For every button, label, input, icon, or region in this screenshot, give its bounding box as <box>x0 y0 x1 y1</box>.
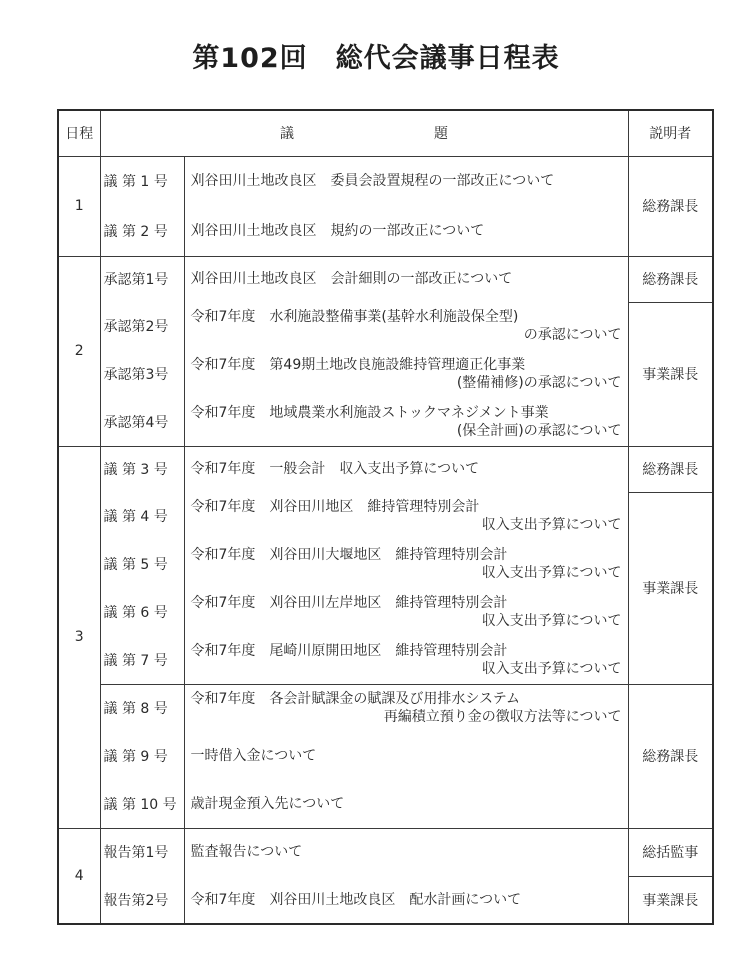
table-row <box>58 876 713 924</box>
item-number: 議 第 2 号 <box>100 206 184 256</box>
item-title: 令和7年度 各会計賦課金の賦課及び用排水システム 再編積立預り金の徴収方法等について <box>184 684 628 732</box>
item-title: 刈谷田川土地改良区 会計細則の一部改正について <box>184 256 628 302</box>
header-title-b: 題 <box>434 126 448 143</box>
item-number: 議 第 6 号 <box>100 588 184 636</box>
explainer-cell: 総括監事 <box>628 828 713 876</box>
item-number: 議 第 9 号 <box>100 732 184 780</box>
table-row <box>58 398 713 446</box>
item-title: 監査報告について <box>184 828 628 876</box>
explainer-cell: 総務課長 <box>628 156 713 256</box>
item-title: 令和7年度 刈谷田川大堰地区 維持管理特別会計 収入支出予算について <box>184 540 628 588</box>
item-title: 令和7年度 尾崎川原開田地区 維持管理特別会計 収入支出予算について <box>184 636 628 684</box>
item-number: 承認第3号 <box>100 350 184 398</box>
item-number: 議 第 4 号 <box>100 492 184 540</box>
table-row <box>58 636 713 684</box>
item-number: 議 第 3 号 <box>100 446 184 492</box>
header-title-a: 議 <box>280 126 294 143</box>
table-header-row <box>58 110 713 156</box>
table-row <box>58 256 713 302</box>
item-title: 令和7年度 一般会計 収入支出予算について <box>184 446 628 492</box>
item-title: 令和7年度 刈谷田川地区 維持管理特別会計 収入支出予算について <box>184 492 628 540</box>
table-row <box>58 732 713 780</box>
item-title: 令和7年度 地域農業水利施設ストックマネジメント事業 (保全計画)の承認について <box>184 398 628 446</box>
table-row <box>58 684 713 732</box>
table-row <box>58 302 713 350</box>
day-cell-4: 4 <box>58 828 100 924</box>
item-number: 承認第4号 <box>100 398 184 446</box>
item-title: 刈谷田川土地改良区 委員会設置規程の一部改正について <box>184 156 628 206</box>
item-number: 報告第1号 <box>100 828 184 876</box>
page-title: 第102回 総代会議事日程表 <box>192 43 560 74</box>
item-title: 令和7年度 刈谷田川左岸地区 維持管理特別会計 収入支出予算について <box>184 588 628 636</box>
table-row <box>58 156 713 206</box>
explainer-cell: 総務課長 <box>628 684 713 828</box>
item-number: 議 第 1 号 <box>100 156 184 206</box>
item-title: 令和7年度 水利施設整備事業(基幹水利施設保全型) の承認について <box>184 302 628 350</box>
explainer-cell: 事業課長 <box>628 876 713 924</box>
explainer-cell: 事業課長 <box>628 302 713 446</box>
explainer-cell: 事業課長 <box>628 492 713 684</box>
day-cell-2: 2 <box>58 256 100 446</box>
item-number: 報告第2号 <box>100 876 184 924</box>
table-row <box>58 206 713 256</box>
header-day: 日程 <box>58 110 100 156</box>
item-number: 議 第 8 号 <box>100 684 184 732</box>
item-title: 歳計現金預入先について <box>184 780 628 828</box>
table-row <box>58 828 713 876</box>
explainer-cell: 総務課長 <box>628 446 713 492</box>
table-row <box>58 492 713 540</box>
table-row <box>58 446 713 492</box>
table-row <box>58 350 713 398</box>
item-title: 令和7年度 第49期土地改良施設維持管理適正化事業 (整備補修)の承認について <box>184 350 628 398</box>
header-title <box>100 110 628 156</box>
item-number: 承認第1号 <box>100 256 184 302</box>
item-title: 刈谷田川土地改良区 規約の一部改正について <box>184 206 628 256</box>
item-title: 一時借入金について <box>184 732 628 780</box>
table-row <box>58 540 713 588</box>
item-number: 議 第 7 号 <box>100 636 184 684</box>
day-cell-3: 3 <box>58 446 100 828</box>
agenda-table <box>57 109 714 925</box>
table-row <box>58 780 713 828</box>
header-explainer: 説明者 <box>628 110 713 156</box>
item-number: 承認第2号 <box>100 302 184 350</box>
day-cell-1: 1 <box>58 156 100 256</box>
item-number: 議 第 10 号 <box>100 780 184 828</box>
explainer-cell: 総務課長 <box>628 256 713 302</box>
item-title: 令和7年度 刈谷田川土地改良区 配水計画について <box>184 876 628 924</box>
table-row <box>58 588 713 636</box>
item-number: 議 第 5 号 <box>100 540 184 588</box>
